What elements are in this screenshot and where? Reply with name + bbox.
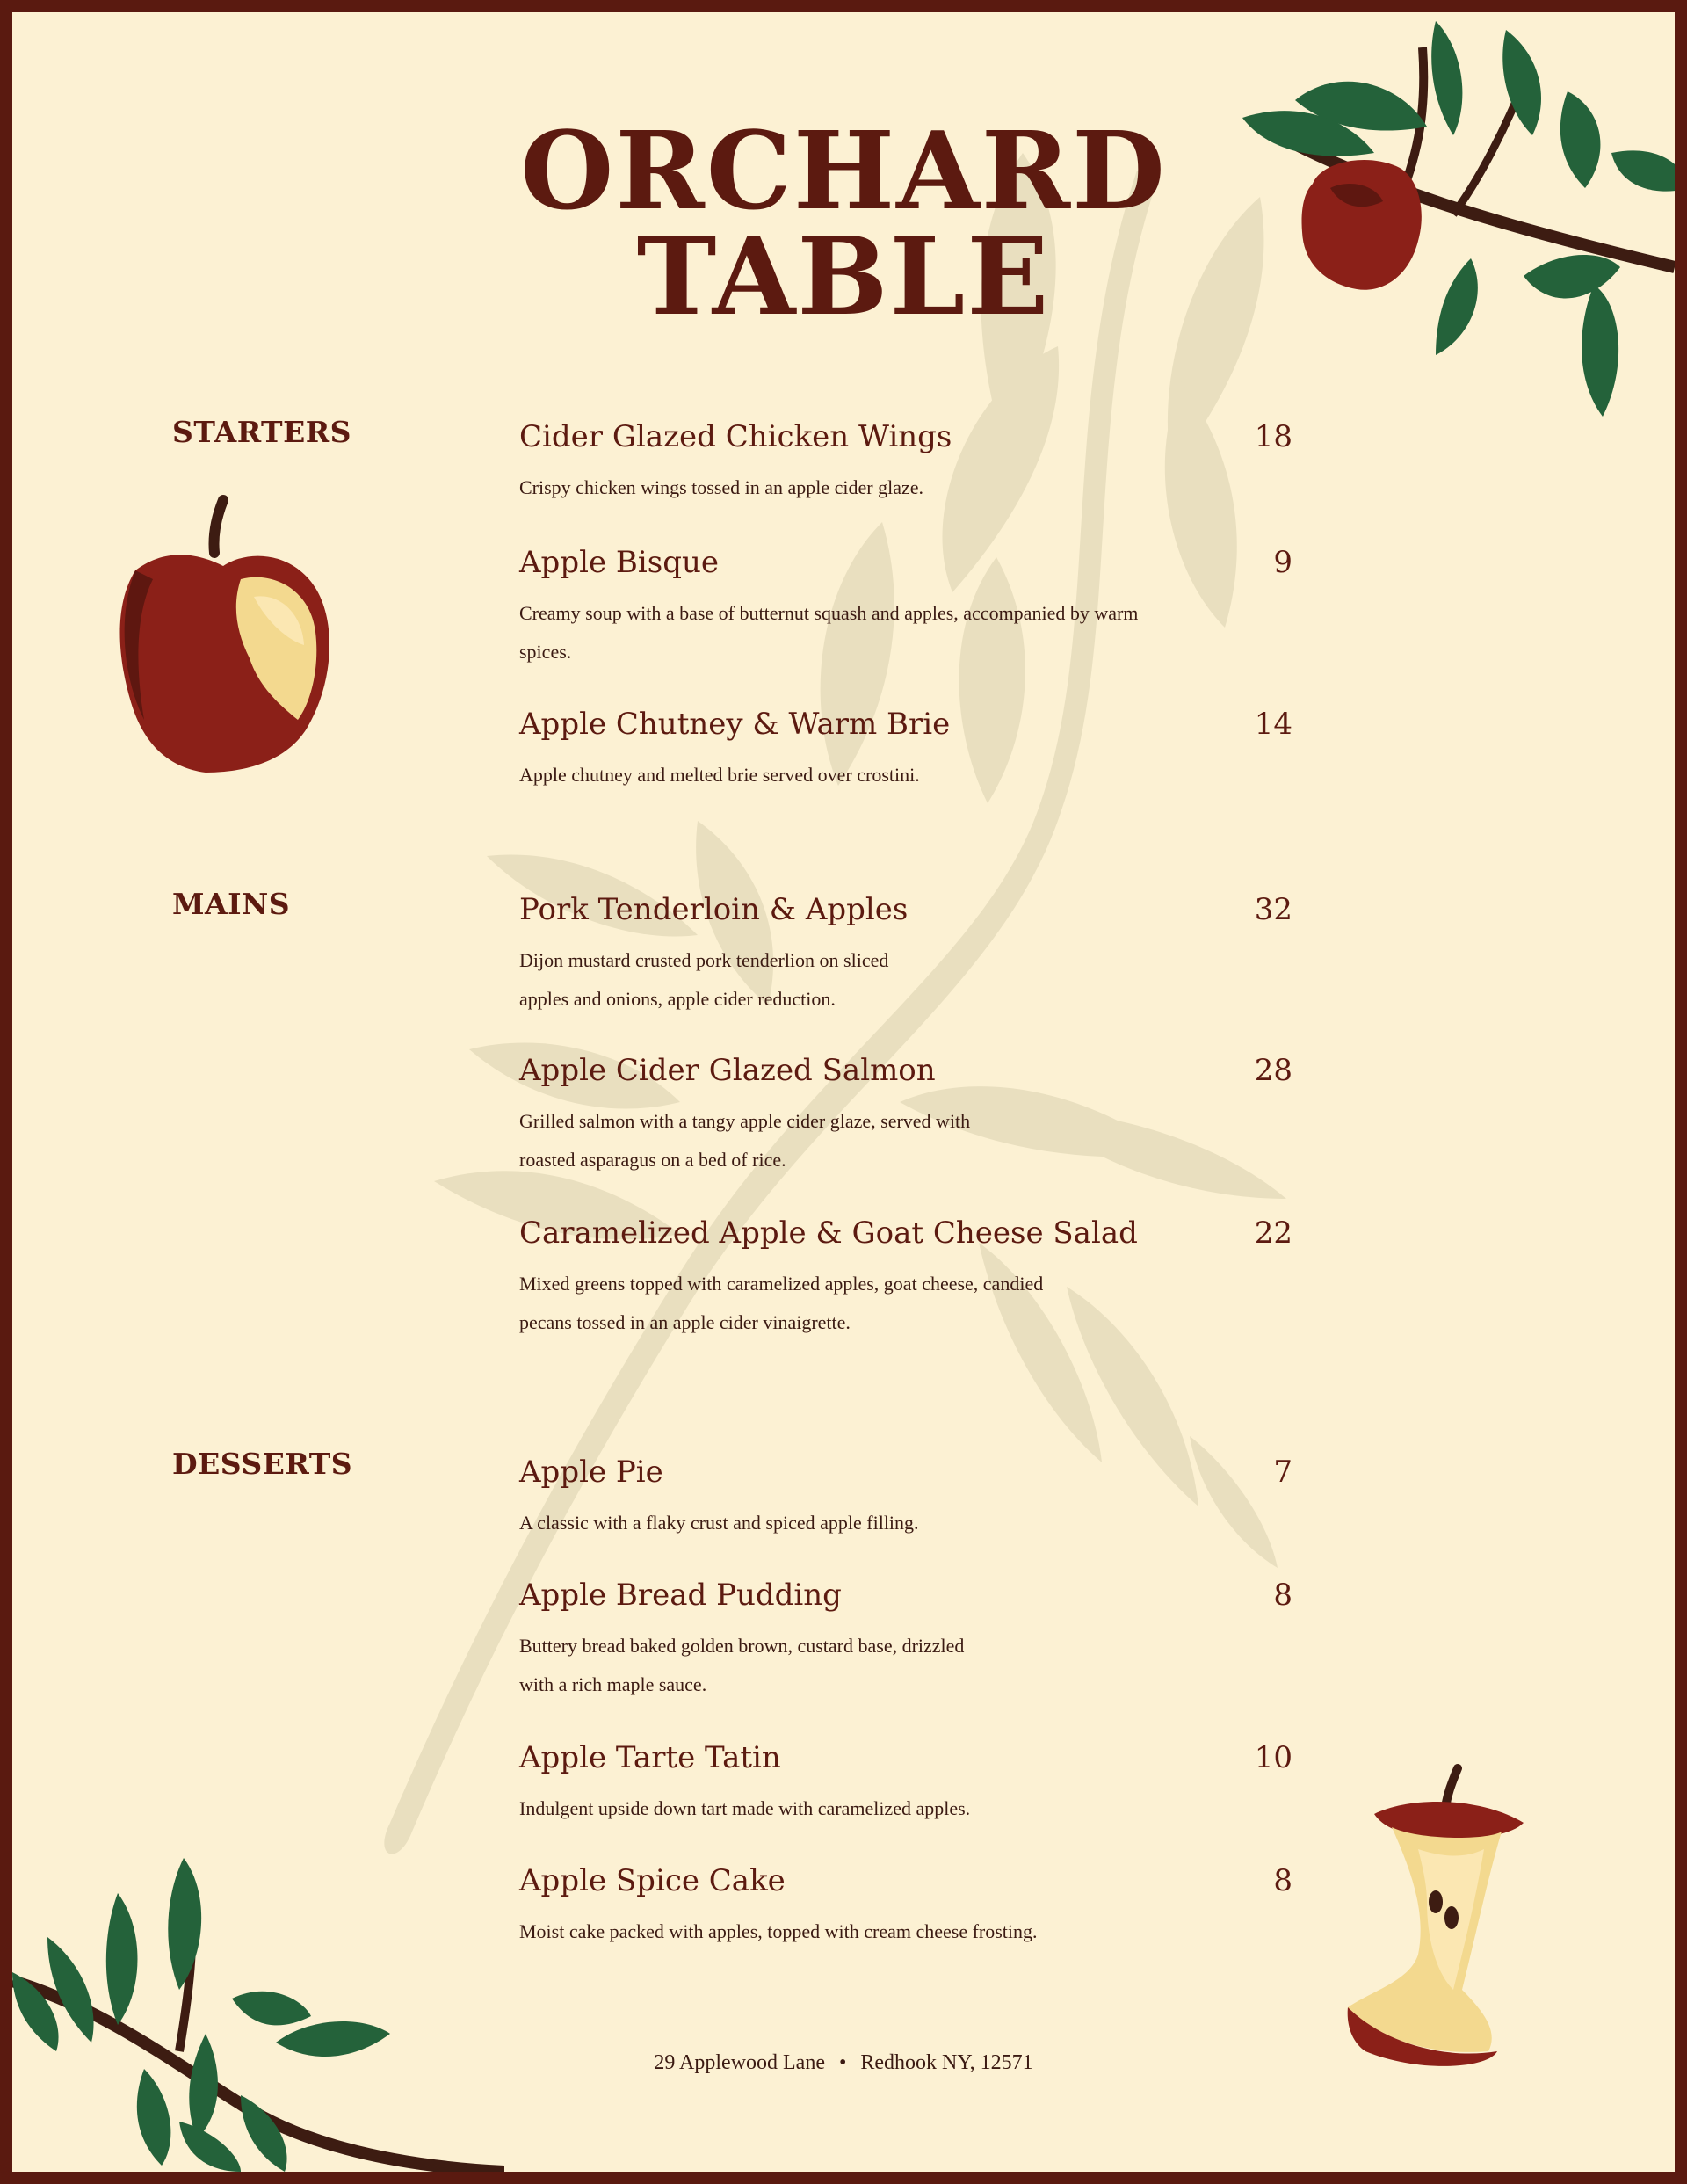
item-description: Buttery bread baked golden brown, custard base, drizzled with a rich maple sauce. [519,1635,965,1695]
item-name: Apple Spice Cake [519,1863,786,1898]
item-name: Apple Chutney & Warm Brie [519,707,951,742]
item-name: Apple Bisque [519,545,719,580]
city-address: Redhook NY, 12571 [860,2051,1033,2074]
restaurant-title [12,107,1675,339]
item-description: Grilled salmon with a tangy apple cider glaze, served with roasted asparagus on a bed of rice. [519,1110,971,1171]
item-name: Pork Tenderloin & Apples [519,892,909,927]
item-name: Apple Bread Pudding [519,1578,842,1613]
section-label-starters: STARTERS [172,415,351,449]
item-description: Creamy soup with a base of butternut squash and apples, accompanied by warm spices. [519,602,1139,663]
item-description: Moist cake packed with apples, topped with cream cheese frosting. [519,1920,1038,1942]
item-description: Crispy chicken wings tossed in an apple cider glaze. [519,476,924,498]
item-description: Dijon mustard crusted pork tenderlion on sliced apples and onions, apple cider reduction. [519,949,889,1010]
item-description: Mixed greens topped with caramelized apples, goat cheese, candied pecans tossed in an apple cider vinaigrette. [519,1273,1044,1333]
item-price: 8 [1273,1863,1292,1898]
address-separator: • [838,2051,847,2074]
item-name: Apple Tarte Tatin [519,1740,781,1775]
section-label-desserts: DESSERTS [172,1447,353,1481]
item-name: Apple Cider Glazed Salmon [519,1053,936,1088]
item-price: 28 [1254,1053,1292,1088]
leafy-branch-icon [12,1840,504,2172]
item-price: 32 [1254,892,1292,927]
item-description: Apple chutney and melted brie served over crostini. [519,764,920,786]
item-name: Cider Glazed Chicken Wings [519,419,952,454]
item-price: 14 [1254,707,1292,742]
title-line-1: ORCHARD [520,107,1167,234]
item-price: 18 [1254,419,1292,454]
title-line-2: TABLE [636,213,1051,339]
bitten-apple-icon [100,491,346,781]
street-address: 29 Applewood Lane [654,2051,825,2074]
item-name: Caramelized Apple & Goat Cheese Salad [519,1215,1138,1251]
footer-address [12,2051,1675,2075]
menu-page [12,12,1675,2172]
item-name: Apple Pie [519,1455,663,1490]
item-price: 10 [1254,1740,1292,1775]
item-price: 22 [1254,1215,1292,1251]
item-description: A classic with a flaky crust and spiced apple filling. [519,1512,919,1534]
item-price: 7 [1273,1455,1292,1490]
item-price: 8 [1273,1578,1292,1613]
section-label-mains: MAINS [172,887,291,921]
apple-core-icon [1313,1761,1576,2078]
item-description: Indulgent upside down tart made with caramelized apples. [519,1797,971,1819]
item-price: 9 [1273,545,1292,580]
